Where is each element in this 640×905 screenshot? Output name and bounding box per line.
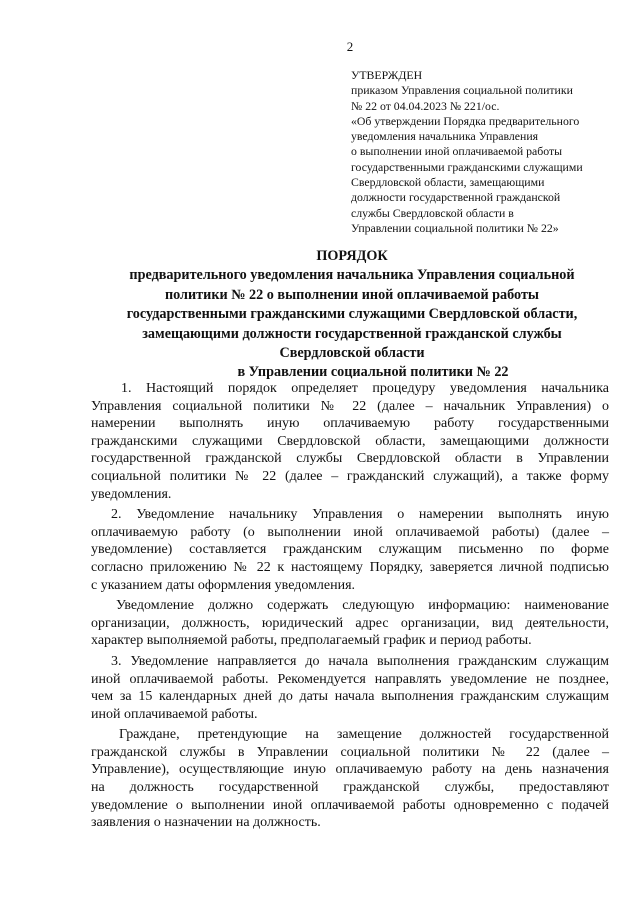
title-line: Свердловской области	[279, 345, 425, 362]
text-line: организации, должность, юридический адрес организации, вид деятельности,	[91, 615, 609, 631]
paragraph-2	[91, 506, 609, 594]
approval-line: № 22 от 04.04.2023 № 221/ос.	[351, 98, 500, 113]
approval-line: УТВЕРЖДЕН	[351, 68, 423, 82]
text-line: согласно приложению № 22 к настоящему Порядку, заверяется личной подписью	[91, 559, 609, 575]
title-heading: ПОРЯДОК	[316, 248, 388, 264]
text-line: 2. Уведомление начальнику Управления о намерении выполнять иную	[111, 507, 609, 523]
page-number: 2	[346, 39, 354, 54]
text-line: государственной гражданской службы Свердловской области в Управлении	[91, 451, 609, 467]
text-line: Управления социальной политики № 22 (далее – начальник Управления) о	[91, 398, 609, 414]
title-line: государственными гражданскими служащими Свердловской области,	[126, 306, 578, 323]
paragraph-1	[91, 380, 609, 503]
approval-line: «Об утверждении Порядка предварительного	[351, 113, 580, 128]
document-body	[91, 380, 609, 835]
approval-line: Свердловской области, замещающими	[351, 175, 545, 190]
text-line: иной оплачиваемой работы.	[91, 706, 258, 722]
text-line: чем за 15 календарных дней до даты начала выполнения гражданским служащим	[91, 689, 609, 705]
text-line: Граждане, претендующие на замещение должностей государственной	[119, 727, 609, 743]
text-line: Уведомление должно содержать следующую информацию: наименование	[116, 598, 609, 614]
text-line: уведомление о выполнении иной оплачиваемой работы одновременно с подачей	[91, 797, 609, 813]
approval-line: государственными гражданскими служащими	[351, 159, 583, 174]
text-line: на должность государственной гражданской службы, предоставляют	[91, 780, 609, 796]
approval-stamp-block	[351, 68, 613, 236]
title-line: предварительного уведомления начальника Управления социальной	[129, 267, 575, 284]
text-line: социальной политики № 22 (далее – гражданский служащий), а также форму	[91, 468, 609, 484]
approval-line: должности государственной гражданской	[351, 190, 561, 205]
text-line: Управление), осуществляющие иную оплачиваемую работу на день назначения	[91, 762, 609, 778]
approval-line: приказом Управления социальной политики	[351, 83, 573, 98]
text-line: 3. Уведомление направляется до начала выполнения гражданским служащим	[111, 653, 609, 669]
text-line: гражданскими служащими Свердловской области, замещающими должности	[91, 433, 609, 449]
approval-line: о выполнении иной оплачиваемой работы	[351, 144, 563, 159]
paragraph-5	[91, 726, 609, 832]
paragraph-3	[91, 597, 609, 650]
text-line: гражданской службы в Управлении социальной политики № 22 (далее –	[91, 744, 609, 760]
paragraph-4	[91, 653, 609, 723]
approval-line: уведомления начальника Управления	[351, 129, 539, 144]
text-line: иной оплачиваемой работы. Рекомендуется направлять уведомление не позднее,	[91, 671, 609, 687]
text-line: заявления о назначении на должность.	[91, 815, 321, 831]
text-line: намерении выполнять иную оплачиваемую работу государственными	[91, 416, 609, 432]
approval-line: Управлении социальной политики № 22»	[351, 220, 559, 235]
approval-line: службы Свердловской области в	[351, 205, 514, 220]
text-line: оплачиваемую работу (о выполнении иной оплачиваемой работы) (далее –	[91, 524, 609, 540]
title-line: политики № 22 о выполнении иной оплачиваемой работы	[164, 286, 540, 303]
text-line: характер выполняемой работы, предполагаемый график и период работы.	[91, 633, 532, 649]
text-line: с указанием даты оформления уведомления.	[91, 577, 356, 593]
document-title	[96, 247, 608, 383]
title-line: в Управлении социальной политики № 22	[237, 364, 509, 381]
text-line: 1. Настоящий порядок определяет процедуру уведомления начальника	[121, 381, 609, 396]
text-line: уведомления.	[91, 486, 172, 502]
text-line: уведомление) составляется гражданским служащим письменно по форме	[91, 542, 609, 558]
title-line: замещающими должности государственной гражданской службы	[142, 325, 562, 342]
